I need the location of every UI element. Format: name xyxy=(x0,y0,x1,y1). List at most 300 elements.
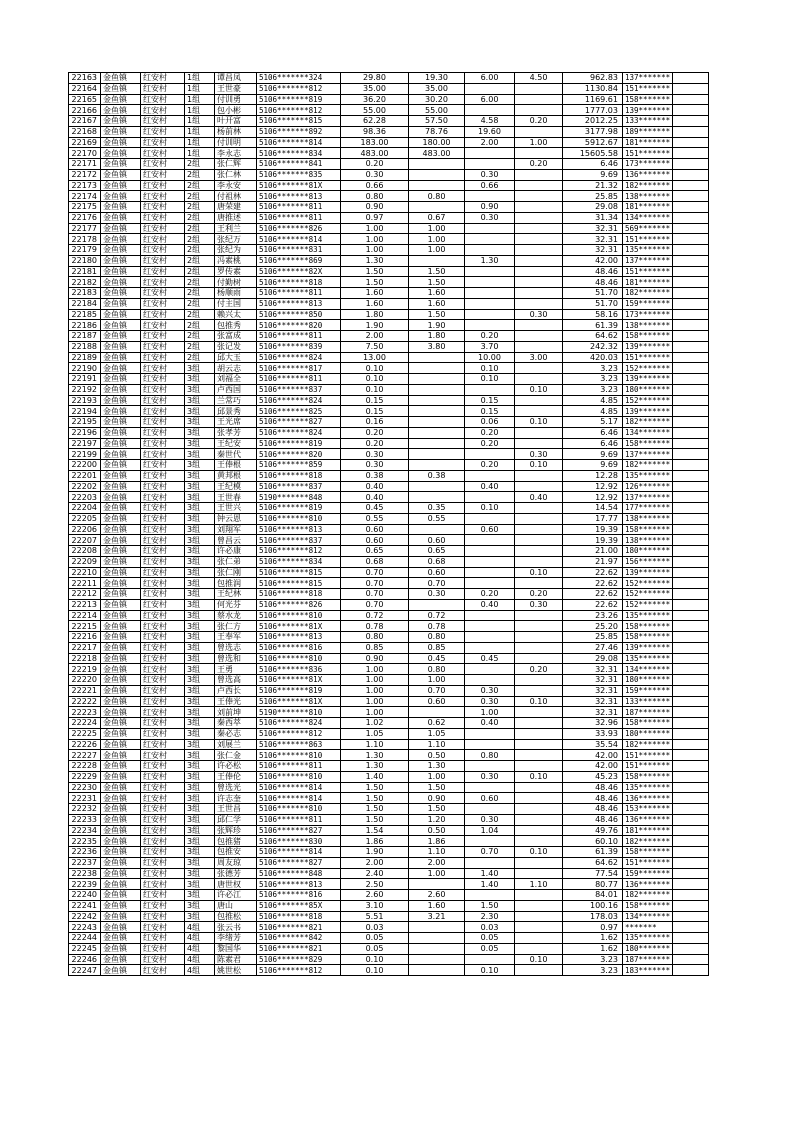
table-cell: 158******* xyxy=(623,438,673,449)
table-cell xyxy=(409,180,465,191)
table-cell xyxy=(465,836,515,847)
table-cell xyxy=(515,148,563,159)
table-cell xyxy=(465,83,515,94)
table-cell: 22218 xyxy=(69,653,101,664)
table-cell xyxy=(465,675,515,686)
table-row xyxy=(69,116,709,127)
table-cell: 2.00 xyxy=(465,137,515,148)
table-cell: 红安村 xyxy=(141,911,185,922)
table-row xyxy=(69,804,709,815)
table-cell: 22183 xyxy=(69,288,101,299)
table-cell: 5106*******892 xyxy=(257,126,341,137)
table-cell: 金鱼镇 xyxy=(101,148,141,159)
table-cell: 181******* xyxy=(623,202,673,213)
table-cell: 金鱼镇 xyxy=(101,180,141,191)
table-cell: 0.40 xyxy=(341,481,409,492)
table-cell: 3组 xyxy=(185,804,215,815)
table-cell: 1.00 xyxy=(515,137,563,148)
table-cell: 22224 xyxy=(69,718,101,729)
table-cell: 0.40 xyxy=(515,492,563,503)
table-cell-empty xyxy=(673,750,709,761)
table-cell: 3.23 xyxy=(563,965,623,976)
table-cell: 张仁方 xyxy=(215,621,257,632)
table-cell: 3组 xyxy=(185,578,215,589)
table-cell: 60.10 xyxy=(563,836,623,847)
table-cell-empty xyxy=(673,169,709,180)
table-row xyxy=(69,836,709,847)
table-cell: 2.50 xyxy=(341,879,409,890)
table-cell: 57.50 xyxy=(409,116,465,127)
table-row xyxy=(69,847,709,858)
table-cell: 135******* xyxy=(623,933,673,944)
table-cell-empty xyxy=(673,180,709,191)
table-cell: 张仁辉 xyxy=(215,159,257,170)
table-cell: 1.10 xyxy=(409,847,465,858)
table-cell: 0.55 xyxy=(409,513,465,524)
table-cell: 22205 xyxy=(69,513,101,524)
table-cell: 159******* xyxy=(623,685,673,696)
table-cell: 5106*******811 xyxy=(257,374,341,385)
table-cell: 22193 xyxy=(69,395,101,406)
table-cell: 5106*******839 xyxy=(257,341,341,352)
table-cell: 2012.25 xyxy=(563,116,623,127)
table-cell: 0.20 xyxy=(341,438,409,449)
table-cell: 0.20 xyxy=(515,589,563,600)
table-cell: 0.68 xyxy=(409,556,465,567)
table-cell: 0.80 xyxy=(341,191,409,202)
table-cell: 5106*******811 xyxy=(257,212,341,223)
table-cell-empty xyxy=(673,965,709,976)
table-cell: 包推秀 xyxy=(215,320,257,331)
table-cell xyxy=(465,266,515,277)
table-cell: 32.96 xyxy=(563,718,623,729)
table-row xyxy=(69,395,709,406)
table-cell: 5106*******810 xyxy=(257,750,341,761)
table-cell: 0.30 xyxy=(341,460,409,471)
table-cell: 0.15 xyxy=(465,395,515,406)
table-cell: 3组 xyxy=(185,535,215,546)
table-cell: 158******* xyxy=(623,524,673,535)
table-cell: 22163 xyxy=(69,73,101,84)
table-cell-empty xyxy=(673,288,709,299)
table-cell: 3组 xyxy=(185,664,215,675)
table-cell: 42.00 xyxy=(563,255,623,266)
table-cell-empty xyxy=(673,277,709,288)
table-cell: 王俸光 xyxy=(215,696,257,707)
table-cell: 1.50 xyxy=(341,266,409,277)
table-cell xyxy=(465,728,515,739)
table-cell: 张仁刚 xyxy=(215,567,257,578)
table-cell: 王勇 xyxy=(215,664,257,675)
table-row xyxy=(69,524,709,535)
table-cell: 金鱼镇 xyxy=(101,492,141,503)
table-row xyxy=(69,449,709,460)
table-cell: 180******* xyxy=(623,384,673,395)
table-cell: 3组 xyxy=(185,761,215,772)
table-cell xyxy=(409,707,465,718)
table-cell: 黎国华 xyxy=(215,943,257,954)
table-cell: 22164 xyxy=(69,83,101,94)
table-cell: 5106*******813 xyxy=(257,632,341,643)
table-row xyxy=(69,212,709,223)
table-row xyxy=(69,470,709,481)
table-cell xyxy=(515,105,563,116)
table-cell: 李永安 xyxy=(215,180,257,191)
table-cell: 1.10 xyxy=(515,879,563,890)
table-cell xyxy=(409,933,465,944)
table-cell: 金鱼镇 xyxy=(101,943,141,954)
table-cell: 红安村 xyxy=(141,406,185,417)
table-cell: 7.50 xyxy=(341,341,409,352)
table-cell xyxy=(515,804,563,815)
table-cell: 139******* xyxy=(623,642,673,653)
table-cell: 0.03 xyxy=(465,922,515,933)
table-row xyxy=(69,94,709,105)
table-cell: 5106*******818 xyxy=(257,277,341,288)
table-cell xyxy=(515,524,563,535)
table-cell: 0.10 xyxy=(515,696,563,707)
table-cell: 22201 xyxy=(69,470,101,481)
table-cell: 17.77 xyxy=(563,513,623,524)
table-cell xyxy=(515,675,563,686)
table-cell-empty xyxy=(673,341,709,352)
table-cell-empty xyxy=(673,266,709,277)
table-cell xyxy=(409,169,465,180)
table-cell: 181******* xyxy=(623,137,673,148)
table-cell: 0.05 xyxy=(465,933,515,944)
table-cell: 金鱼镇 xyxy=(101,685,141,696)
table-cell: 红安村 xyxy=(141,137,185,148)
table-cell: 红安村 xyxy=(141,309,185,320)
table-cell: 5106*******821 xyxy=(257,943,341,954)
table-cell-empty xyxy=(673,212,709,223)
table-cell xyxy=(515,825,563,836)
table-cell: 2组 xyxy=(185,331,215,342)
table-cell: 22195 xyxy=(69,417,101,428)
table-cell: 张仁弟 xyxy=(215,556,257,567)
table-cell: 0.97 xyxy=(341,212,409,223)
table-cell: 金鱼镇 xyxy=(101,298,141,309)
table-cell-empty xyxy=(673,782,709,793)
table-cell xyxy=(465,782,515,793)
table-cell: 3组 xyxy=(185,847,215,858)
table-cell xyxy=(465,664,515,675)
table-cell: 0.50 xyxy=(409,825,465,836)
table-cell: 金鱼镇 xyxy=(101,890,141,901)
table-cell xyxy=(515,234,563,245)
table-cell: 0.30 xyxy=(515,599,563,610)
table-cell: 0.60 xyxy=(409,535,465,546)
table-cell: 1.50 xyxy=(341,793,409,804)
table-cell: 邱景秀 xyxy=(215,406,257,417)
table-cell: 红安村 xyxy=(141,868,185,879)
table-cell: 金鱼镇 xyxy=(101,363,141,374)
table-cell: 22194 xyxy=(69,406,101,417)
table-cell: 151******* xyxy=(623,761,673,772)
table-cell: 22244 xyxy=(69,933,101,944)
table-cell: 0.70 xyxy=(409,685,465,696)
table-cell: 红安村 xyxy=(141,771,185,782)
table-cell: 51.70 xyxy=(563,298,623,309)
table-cell: 151******* xyxy=(623,266,673,277)
table-cell: 钟云恩 xyxy=(215,513,257,524)
table-cell: 0.60 xyxy=(341,524,409,535)
table-cell: 22199 xyxy=(69,449,101,460)
table-row xyxy=(69,718,709,729)
table-cell: 5106*******812 xyxy=(257,728,341,739)
table-cell: 2.00 xyxy=(409,857,465,868)
table-row xyxy=(69,857,709,868)
table-cell-empty xyxy=(673,116,709,127)
table-row xyxy=(69,589,709,600)
table-cell: 1.00 xyxy=(341,696,409,707)
table-cell: 红安村 xyxy=(141,277,185,288)
table-cell: 5106*******827 xyxy=(257,417,341,428)
table-cell: 2组 xyxy=(185,352,215,363)
table-cell xyxy=(515,750,563,761)
table-cell: 4组 xyxy=(185,943,215,954)
table-row xyxy=(69,406,709,417)
table-cell-empty xyxy=(673,793,709,804)
table-cell: 唐山 xyxy=(215,900,257,911)
table-cell: 32.31 xyxy=(563,223,623,234)
table-cell: 135******* xyxy=(623,782,673,793)
table-cell: 红安村 xyxy=(141,288,185,299)
table-cell: 金鱼镇 xyxy=(101,696,141,707)
table-cell: 2组 xyxy=(185,341,215,352)
table-cell: 0.40 xyxy=(465,481,515,492)
table-cell: 金鱼镇 xyxy=(101,83,141,94)
table-cell-empty xyxy=(673,406,709,417)
table-cell: 5106*******810 xyxy=(257,771,341,782)
table-cell: 红安村 xyxy=(141,610,185,621)
table-cell xyxy=(515,911,563,922)
table-cell: 3组 xyxy=(185,675,215,686)
table-row xyxy=(69,223,709,234)
table-cell: 22220 xyxy=(69,675,101,686)
table-cell: 红安村 xyxy=(141,148,185,159)
table-cell: 4组 xyxy=(185,954,215,965)
table-cell: 0.60 xyxy=(409,696,465,707)
table-row xyxy=(69,943,709,954)
table-cell: 22168 xyxy=(69,126,101,137)
table-cell: 1.10 xyxy=(341,739,409,750)
table-cell-empty xyxy=(673,384,709,395)
table-cell-empty xyxy=(673,83,709,94)
table-cell xyxy=(409,954,465,965)
table-cell: 137******* xyxy=(623,255,673,266)
table-cell xyxy=(409,449,465,460)
table-cell: 0.30 xyxy=(465,169,515,180)
table-cell: 金鱼镇 xyxy=(101,546,141,557)
table-row xyxy=(69,621,709,632)
table-cell: 红安村 xyxy=(141,933,185,944)
table-cell: 金鱼镇 xyxy=(101,933,141,944)
table-cell-empty xyxy=(673,696,709,707)
table-row xyxy=(69,460,709,471)
table-cell: 红安村 xyxy=(141,664,185,675)
table-cell: 0.80 xyxy=(341,632,409,643)
table-cell xyxy=(515,728,563,739)
table-cell: 5106*******812 xyxy=(257,83,341,94)
table-cell: 0.90 xyxy=(409,793,465,804)
table-cell: 22179 xyxy=(69,245,101,256)
table-cell: 1.05 xyxy=(409,728,465,739)
table-cell: 2组 xyxy=(185,255,215,266)
table-cell: 182******* xyxy=(623,739,673,750)
table-cell xyxy=(515,363,563,374)
table-cell: 22169 xyxy=(69,137,101,148)
table-cell-empty xyxy=(673,556,709,567)
table-cell: 22170 xyxy=(69,148,101,159)
table-cell: 178.03 xyxy=(563,911,623,922)
table-row xyxy=(69,169,709,180)
table-cell: 3.23 xyxy=(563,384,623,395)
table-cell: 19.30 xyxy=(409,73,465,84)
table-cell: 22216 xyxy=(69,632,101,643)
table-row xyxy=(69,761,709,772)
table-cell: 22232 xyxy=(69,804,101,815)
table-cell: 5106*******810 xyxy=(257,653,341,664)
table-cell xyxy=(465,804,515,815)
table-cell: 张富成 xyxy=(215,331,257,342)
table-cell: 红安村 xyxy=(141,191,185,202)
table-cell: 5106*******829 xyxy=(257,954,341,965)
table-cell: 0.38 xyxy=(341,470,409,481)
table-cell: 3组 xyxy=(185,610,215,621)
table-cell: 李永志 xyxy=(215,148,257,159)
table-cell xyxy=(409,202,465,213)
table-cell: 杨顺雨 xyxy=(215,288,257,299)
table-cell: 0.65 xyxy=(409,546,465,557)
table-cell: 0.80 xyxy=(409,664,465,675)
table-cell xyxy=(465,857,515,868)
table-cell: 0.20 xyxy=(465,589,515,600)
table-cell: 1.60 xyxy=(409,900,465,911)
table-cell: 金鱼镇 xyxy=(101,352,141,363)
table-cell: 3.23 xyxy=(563,374,623,385)
table-cell: 5106*******818 xyxy=(257,911,341,922)
table-cell: 曾选光 xyxy=(215,782,257,793)
table-cell: 0.20 xyxy=(515,664,563,675)
table-cell: 2.60 xyxy=(341,890,409,901)
table-cell: 12.28 xyxy=(563,470,623,481)
table-cell: 1.30 xyxy=(465,255,515,266)
table-cell: 22239 xyxy=(69,879,101,890)
table-cell: 张纪为 xyxy=(215,245,257,256)
table-cell: 红安村 xyxy=(141,212,185,223)
table-row xyxy=(69,83,709,94)
table-cell: 0.06 xyxy=(465,417,515,428)
table-cell: 1.00 xyxy=(341,234,409,245)
table-cell: 4组 xyxy=(185,965,215,976)
table-cell: 0.70 xyxy=(341,599,409,610)
table-row xyxy=(69,707,709,718)
table-cell: 22225 xyxy=(69,728,101,739)
table-cell: 158******* xyxy=(623,718,673,729)
table-cell: 0.67 xyxy=(409,212,465,223)
table-cell: 0.78 xyxy=(409,621,465,632)
table-cell: 胡云志 xyxy=(215,363,257,374)
table-cell: 5106*******813 xyxy=(257,298,341,309)
table-cell: 0.30 xyxy=(515,309,563,320)
table-cell: 冯素桃 xyxy=(215,255,257,266)
table-cell: 5106*******824 xyxy=(257,352,341,363)
data-table xyxy=(68,72,709,976)
table-cell: 王光席 xyxy=(215,417,257,428)
table-cell: 唐世权 xyxy=(215,879,257,890)
table-cell: 红安村 xyxy=(141,245,185,256)
table-cell: 1.00 xyxy=(341,707,409,718)
table-cell xyxy=(465,610,515,621)
table-cell: 4.85 xyxy=(563,395,623,406)
table-cell: 金鱼镇 xyxy=(101,470,141,481)
table-row xyxy=(69,148,709,159)
table-cell: 金鱼镇 xyxy=(101,965,141,976)
table-cell: 0.16 xyxy=(341,417,409,428)
table-cell xyxy=(515,341,563,352)
table-cell: 136******* xyxy=(623,814,673,825)
table-cell: 3组 xyxy=(185,406,215,417)
table-cell: 金鱼镇 xyxy=(101,900,141,911)
table-row xyxy=(69,922,709,933)
table-cell xyxy=(465,535,515,546)
table-cell: 136******* xyxy=(623,169,673,180)
table-cell: 4.50 xyxy=(515,73,563,84)
table-cell: 3组 xyxy=(185,417,215,428)
table-cell: 1组 xyxy=(185,116,215,127)
table-cell: 3组 xyxy=(185,556,215,567)
table-cell: 红安村 xyxy=(141,653,185,664)
table-cell: 30.20 xyxy=(409,94,465,105)
table-cell: 许必江 xyxy=(215,890,257,901)
table-cell: 22208 xyxy=(69,546,101,557)
table-row xyxy=(69,578,709,589)
table-cell: 100.16 xyxy=(563,900,623,911)
table-cell: 张辉珍 xyxy=(215,825,257,836)
table-cell: 187******* xyxy=(623,954,673,965)
table-cell: 红安村 xyxy=(141,728,185,739)
table-cell: 1.00 xyxy=(341,685,409,696)
table-cell: 红安村 xyxy=(141,857,185,868)
table-cell: 158******* xyxy=(623,632,673,643)
table-cell: 0.03 xyxy=(341,922,409,933)
table-cell: 6.00 xyxy=(465,73,515,84)
table-row xyxy=(69,599,709,610)
table-cell xyxy=(409,427,465,438)
table-cell: 5106*******811 xyxy=(257,814,341,825)
table-cell: 金鱼镇 xyxy=(101,126,141,137)
table-cell: 红安村 xyxy=(141,621,185,632)
table-cell: 1.86 xyxy=(409,836,465,847)
table-cell: 420.03 xyxy=(563,352,623,363)
table-cell: 22230 xyxy=(69,782,101,793)
table-cell-empty xyxy=(673,546,709,557)
table-cell: 王俸伦 xyxy=(215,771,257,782)
table-cell-empty xyxy=(673,825,709,836)
table-cell: 22.62 xyxy=(563,599,623,610)
table-cell: 1.62 xyxy=(563,933,623,944)
table-cell: 5106*******816 xyxy=(257,890,341,901)
table-cell: 22176 xyxy=(69,212,101,223)
table-cell: 3组 xyxy=(185,836,215,847)
table-cell: 22215 xyxy=(69,621,101,632)
table-cell: 0.10 xyxy=(341,965,409,976)
table-cell: 483.00 xyxy=(409,148,465,159)
table-cell xyxy=(465,384,515,395)
table-cell: 48.46 xyxy=(563,266,623,277)
table-cell: 罗传素 xyxy=(215,266,257,277)
